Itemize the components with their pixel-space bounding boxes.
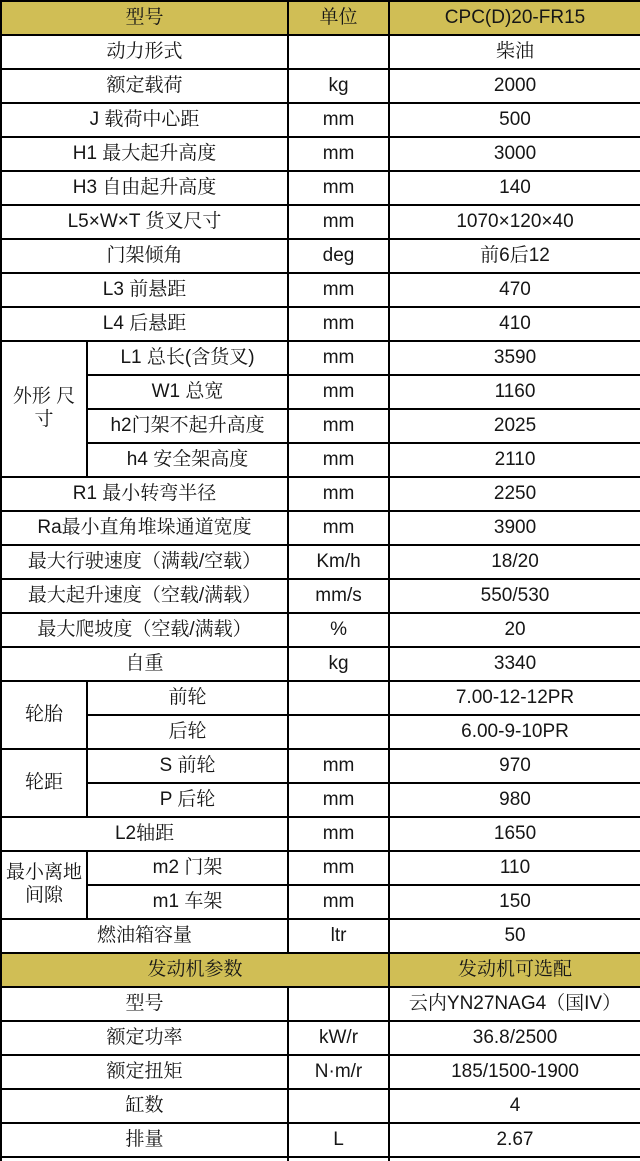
unit-cell: mm bbox=[288, 205, 389, 239]
label-cell: R1 最小转弯半径 bbox=[1, 477, 288, 511]
label-cell: 前轮 bbox=[87, 681, 288, 715]
unit-cell: mm bbox=[288, 851, 389, 885]
unit-cell: kg bbox=[288, 69, 389, 103]
label-cell: L1 总长(含货叉) bbox=[87, 341, 288, 375]
label-cell: 额定载荷 bbox=[1, 69, 288, 103]
unit-cell: mm bbox=[288, 443, 389, 477]
value-cell: 550/530 bbox=[389, 579, 640, 613]
section-value-title: 发动机可选配 bbox=[389, 953, 640, 987]
spec-table-body bbox=[1, 35, 640, 1161]
spec-row bbox=[1, 1123, 640, 1157]
spec-row bbox=[1, 851, 640, 885]
spec-row bbox=[1, 783, 640, 817]
label-cell: m2 门架 bbox=[87, 851, 288, 885]
value-cell: 18/20 bbox=[389, 545, 640, 579]
label-cell: W1 总宽 bbox=[87, 375, 288, 409]
unit-cell: L bbox=[288, 1123, 389, 1157]
spec-row bbox=[1, 137, 640, 171]
spec-row bbox=[1, 579, 640, 613]
spec-row bbox=[1, 1055, 640, 1089]
label-cell: h2门架不起升高度 bbox=[87, 409, 288, 443]
label-cell: 最大起升速度（空载/满载） bbox=[1, 579, 288, 613]
section-title: 发动机参数 bbox=[1, 953, 389, 987]
unit-cell: mm bbox=[288, 171, 389, 205]
section-header-row bbox=[1, 953, 640, 987]
unit-cell: mm bbox=[288, 137, 389, 171]
label-cell: L3 前悬距 bbox=[1, 273, 288, 307]
model-value: CPC(D)20-FR15 bbox=[389, 1, 640, 35]
unit-header-label: 单位 bbox=[288, 1, 389, 35]
model-header-label: 型号 bbox=[1, 1, 288, 35]
label-cell: L4 后悬距 bbox=[1, 307, 288, 341]
unit-cell: Km/h bbox=[288, 545, 389, 579]
value-cell: 1070×120×40 bbox=[389, 205, 640, 239]
label-cell: 门架倾角 bbox=[1, 239, 288, 273]
value-cell: 3900 bbox=[389, 511, 640, 545]
group-cell: 最小离地间隙 bbox=[1, 851, 87, 919]
value-cell: 前6后12 bbox=[389, 239, 640, 273]
group-cell: 外形 尺寸 bbox=[1, 341, 87, 477]
unit-cell: mm bbox=[288, 885, 389, 919]
spec-row bbox=[1, 749, 640, 783]
value-cell bbox=[389, 1157, 640, 1161]
value-cell: 4 bbox=[389, 1089, 640, 1123]
spec-row bbox=[1, 511, 640, 545]
value-cell: 7.00-12-12PR bbox=[389, 681, 640, 715]
spec-row bbox=[1, 171, 640, 205]
value-cell: 50 bbox=[389, 919, 640, 953]
unit-cell bbox=[288, 681, 389, 715]
unit-cell: mm bbox=[288, 273, 389, 307]
spec-row bbox=[1, 35, 640, 69]
label-cell: 缸数 bbox=[1, 1089, 288, 1123]
spec-row bbox=[1, 375, 640, 409]
value-cell: 140 bbox=[389, 171, 640, 205]
label-cell: 后轮 bbox=[87, 715, 288, 749]
unit-cell: kW/r bbox=[288, 1021, 389, 1055]
spec-row bbox=[1, 817, 640, 851]
label-cell: J 载荷中心距 bbox=[1, 103, 288, 137]
unit-cell: mm bbox=[288, 341, 389, 375]
model-header-row bbox=[1, 1, 640, 35]
unit-cell: N·m/r bbox=[288, 1055, 389, 1089]
spec-row bbox=[1, 1089, 640, 1123]
clipped-row bbox=[1, 1157, 640, 1161]
unit-cell: mm bbox=[288, 749, 389, 783]
spec-row bbox=[1, 1021, 640, 1055]
spec-row bbox=[1, 409, 640, 443]
value-cell: 500 bbox=[389, 103, 640, 137]
label-cell bbox=[1, 1157, 288, 1161]
value-cell: 980 bbox=[389, 783, 640, 817]
label-cell: P 后轮 bbox=[87, 783, 288, 817]
label-cell: 型号 bbox=[1, 987, 288, 1021]
spec-row bbox=[1, 681, 640, 715]
value-cell: 2250 bbox=[389, 477, 640, 511]
value-cell: 2025 bbox=[389, 409, 640, 443]
label-cell: S 前轮 bbox=[87, 749, 288, 783]
spec-row bbox=[1, 239, 640, 273]
spec-row bbox=[1, 205, 640, 239]
unit-cell: mm bbox=[288, 511, 389, 545]
label-cell: 自重 bbox=[1, 647, 288, 681]
label-cell: 排量 bbox=[1, 1123, 288, 1157]
label-cell: H1 最大起升高度 bbox=[1, 137, 288, 171]
spec-row bbox=[1, 307, 640, 341]
value-cell: 2.67 bbox=[389, 1123, 640, 1157]
value-cell: 3590 bbox=[389, 341, 640, 375]
unit-cell: ltr bbox=[288, 919, 389, 953]
spec-row bbox=[1, 103, 640, 137]
value-cell: 云内YN27NAG4（国IV） bbox=[389, 987, 640, 1021]
label-cell: 额定扭矩 bbox=[1, 1055, 288, 1089]
value-cell: 3340 bbox=[389, 647, 640, 681]
spec-row bbox=[1, 715, 640, 749]
value-cell: 柴油 bbox=[389, 35, 640, 69]
label-cell: Ra最小直角堆垛通道宽度 bbox=[1, 511, 288, 545]
label-cell: 动力形式 bbox=[1, 35, 288, 69]
value-cell: 410 bbox=[389, 307, 640, 341]
spec-row bbox=[1, 443, 640, 477]
value-cell: 2000 bbox=[389, 69, 640, 103]
spec-row bbox=[1, 545, 640, 579]
label-cell: h4 安全架高度 bbox=[87, 443, 288, 477]
unit-cell: kg bbox=[288, 647, 389, 681]
label-cell: m1 车架 bbox=[87, 885, 288, 919]
unit-cell: mm/s bbox=[288, 579, 389, 613]
value-cell: 2110 bbox=[389, 443, 640, 477]
unit-cell bbox=[288, 987, 389, 1021]
unit-cell: mm bbox=[288, 103, 389, 137]
spec-row bbox=[1, 69, 640, 103]
group-cell: 轮胎 bbox=[1, 681, 87, 749]
unit-cell: mm bbox=[288, 307, 389, 341]
value-cell: 470 bbox=[389, 273, 640, 307]
unit-cell: mm bbox=[288, 477, 389, 511]
value-cell: 3000 bbox=[389, 137, 640, 171]
value-cell: 1650 bbox=[389, 817, 640, 851]
unit-cell: % bbox=[288, 613, 389, 647]
spec-row bbox=[1, 613, 640, 647]
unit-cell bbox=[288, 1089, 389, 1123]
label-cell: L5×W×T 货叉尺寸 bbox=[1, 205, 288, 239]
unit-cell: mm bbox=[288, 375, 389, 409]
spec-row bbox=[1, 919, 640, 953]
unit-cell: mm bbox=[288, 409, 389, 443]
label-cell: 燃油箱容量 bbox=[1, 919, 288, 953]
value-cell: 20 bbox=[389, 613, 640, 647]
value-cell: 6.00-9-10PR bbox=[389, 715, 640, 749]
spec-row bbox=[1, 885, 640, 919]
unit-cell: mm bbox=[288, 783, 389, 817]
spec-row bbox=[1, 647, 640, 681]
label-cell: H3 自由起升高度 bbox=[1, 171, 288, 205]
value-cell: 150 bbox=[389, 885, 640, 919]
unit-cell bbox=[288, 1157, 389, 1161]
value-cell: 185/1500-1900 bbox=[389, 1055, 640, 1089]
label-cell: 额定功率 bbox=[1, 1021, 288, 1055]
value-cell: 970 bbox=[389, 749, 640, 783]
unit-cell: deg bbox=[288, 239, 389, 273]
value-cell: 36.8/2500 bbox=[389, 1021, 640, 1055]
unit-cell bbox=[288, 715, 389, 749]
spec-row bbox=[1, 987, 640, 1021]
value-cell: 1160 bbox=[389, 375, 640, 409]
unit-cell: mm bbox=[288, 817, 389, 851]
label-cell: 最大行驶速度（满载/空载） bbox=[1, 545, 288, 579]
label-cell: 最大爬坡度（空载/满载） bbox=[1, 613, 288, 647]
spec-row bbox=[1, 273, 640, 307]
value-cell: 110 bbox=[389, 851, 640, 885]
spec-row bbox=[1, 477, 640, 511]
label-cell: L2轴距 bbox=[1, 817, 288, 851]
unit-cell bbox=[288, 35, 389, 69]
spec-row bbox=[1, 341, 640, 375]
group-cell: 轮距 bbox=[1, 749, 87, 817]
